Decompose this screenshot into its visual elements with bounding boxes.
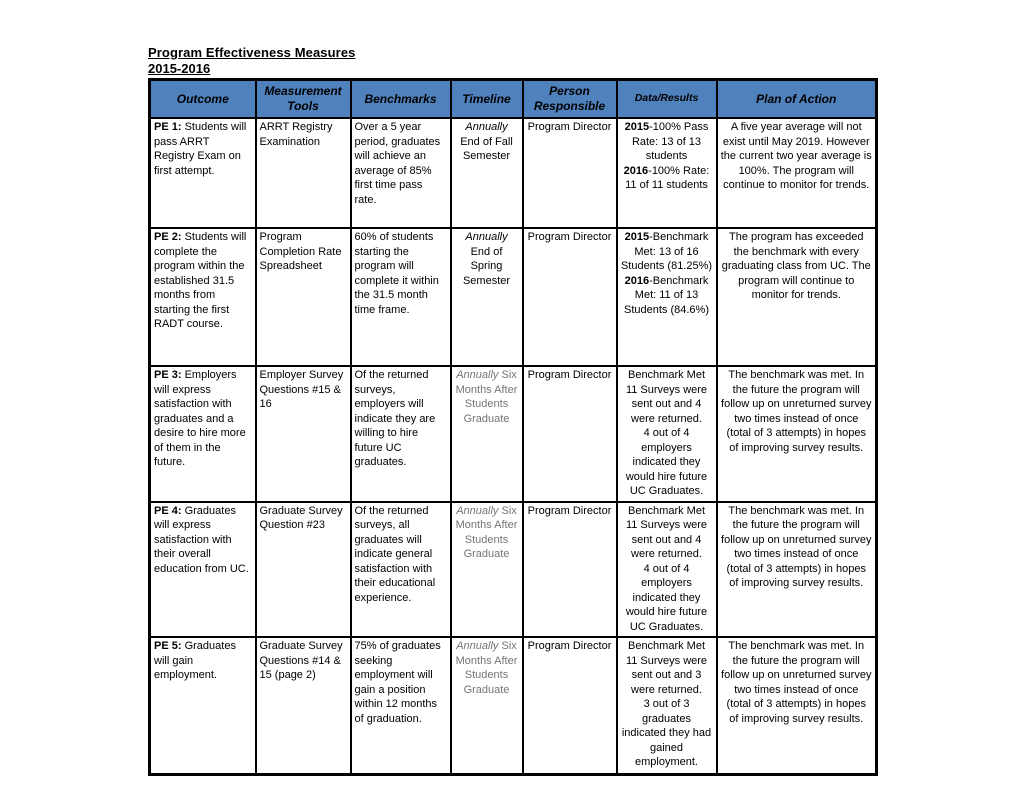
pe1-timeline-cell: [451, 118, 523, 228]
timeline-detail: End of Fall Semester: [460, 135, 513, 163]
pe3-data-cell: [617, 366, 717, 502]
data-line: Benchmark Met: [627, 640, 706, 653]
pe5-benchmarks-cell: 75% of graduates seeking employment will gain a position within 12 months of graduation.: [351, 637, 451, 774]
data-line: 11 Surveys were sent out and 4 were returned.: [625, 383, 708, 425]
pe4-outcome-cell: [150, 502, 256, 638]
timeline-detail: Six Months After Students Graduate: [455, 369, 518, 425]
pe3-timeline-cell: [451, 366, 523, 502]
timeline-frequency: Annually: [456, 640, 499, 653]
table-row-pe3: [150, 366, 877, 502]
pe3-benchmarks-cell: Of the returned surveys, employers will indicate they are willing to hire future UC graduates.: [351, 366, 451, 502]
outcome-code: PE 3:: [154, 369, 182, 381]
pe3-person-cell: Program Director: [523, 366, 617, 502]
timeline-detail: End of Spring Semester: [462, 245, 511, 287]
timeline-detail: Six Months After Students Graduate: [455, 640, 518, 696]
pe4-benchmarks-cell: Of the returned surveys, all graduates will indicate general satisfaction with their educational experience.: [351, 502, 451, 638]
col-header-person-responsible: Person Responsible: [523, 80, 617, 119]
pe1-data-cell: [617, 118, 717, 228]
pe4-plan-cell: The benchmark was met. In the future the program will follow up on unreturned survey two times instead of once (total of 3 attempts) in hopes of improving survey results.: [717, 502, 877, 638]
pe1-tools-cell: ARRT Registry Examination: [256, 118, 351, 228]
outcome-text: Employers will express satisfaction with graduates and a desire to hire more of them in the future.: [154, 369, 246, 469]
outcome-text: Students will pass ARRT Registry Exam on first attempt.: [154, 121, 247, 177]
title-block: [148, 46, 355, 77]
data-line: 11 Surveys were sent out and 4 were returned.: [625, 519, 708, 561]
table-row-pe1: [150, 118, 877, 228]
pe1-plan-cell: A five year average will not exist until May 2019. However the current two year average is 100%. The program will continue to monitor for trends.: [717, 118, 877, 228]
pe1-benchmarks-cell: Over a 5 year period, graduates will achieve an average of 85% first time pass rate.: [351, 118, 451, 228]
outcome-code: PE 4:: [154, 504, 182, 517]
pe2-benchmarks-cell: 60% of students starting the program will complete it within the 31.5 month time frame.: [351, 228, 451, 366]
col-header-measurement-tools: Measurement Tools: [256, 80, 351, 119]
pe4-person-cell: Program Director: [523, 502, 617, 638]
data-result: -100% Pass Rate: 13 of 13 students: [631, 121, 709, 163]
col-header-timeline: Timeline: [451, 80, 523, 119]
pe3-outcome-cell: [150, 366, 256, 502]
pe2-tools-cell: Program Completion Rate Spreadsheet: [256, 228, 351, 366]
data-line: Benchmark Met: [627, 504, 706, 517]
table-row-pe4: [150, 502, 877, 638]
data-year: 2016: [624, 274, 650, 287]
timeline-frequency: Annually: [465, 231, 508, 243]
pe5-timeline-cell: [451, 637, 523, 774]
pe5-data-cell: [617, 637, 717, 774]
timeline-frequency: Annually: [456, 504, 499, 517]
data-year: 2015: [624, 121, 650, 133]
pe4-timeline-cell: [451, 502, 523, 638]
page-title: Program Effectiveness Measures: [148, 45, 356, 60]
col-header-plan-of-action: Plan of Action: [717, 80, 877, 119]
data-line: 3 out of 3 graduates indicated they had gained employment.: [621, 698, 712, 769]
col-header-data-results: Data/Results: [617, 80, 717, 119]
pe5-person-cell: Program Director: [523, 637, 617, 774]
timeline-frequency: Annually: [465, 121, 508, 133]
table-row-pe5: [150, 637, 877, 774]
outcome-text: Graduates will express satisfaction with their overall education from UC.: [154, 504, 249, 575]
data-year: 2015: [624, 231, 650, 243]
pe2-timeline-cell: [451, 228, 523, 366]
data-line: 11 Surveys were sent out and 3 were returned.: [625, 654, 708, 696]
timeline-detail: Six Months After Students Graduate: [455, 504, 518, 561]
data-result: -100% Rate: 11 of 11 students: [625, 164, 710, 192]
col-header-benchmarks: Benchmarks: [351, 80, 451, 119]
pe4-tools-cell: Graduate Survey Question #23: [256, 502, 351, 638]
outcome-code: PE 5:: [154, 640, 182, 653]
data-line: Benchmark Met: [627, 369, 706, 381]
outcome-code: PE 2:: [154, 231, 182, 243]
data-year: 2016: [623, 164, 649, 177]
table-header-row: [150, 80, 877, 119]
outcome-text: Students will complete the program within the established 31.5 months from starting the first RADT course.: [154, 231, 247, 331]
pe2-person-cell: Program Director: [523, 228, 617, 366]
pe5-tools-cell: Graduate Survey Questions #14 & 15 (page 2): [256, 637, 351, 774]
pe2-outcome-cell: [150, 228, 256, 366]
data-result: -Benchmark Met: 11 of 13 Students (84.6%): [624, 274, 709, 316]
pe3-plan-cell: The benchmark was met. In the future the program will follow up on unreturned survey two times instead of once (total of 3 attempts) in hopes of improving survey results.: [717, 366, 877, 502]
program-effectiveness-table: [148, 78, 878, 776]
pe5-plan-cell: The benchmark was met. In the future the program will follow up on unreturned survey two times instead of once (total of 3 attempts) in hopes of improving survey results.: [717, 637, 877, 774]
timeline-frequency: Annually: [456, 369, 499, 381]
pe2-plan-cell: The program has exceeded the benchmark with every graduating class from UC. The program will continue to monitor for trends.: [717, 228, 877, 366]
pe5-outcome-cell: [150, 637, 256, 774]
pe1-person-cell: Program Director: [523, 118, 617, 228]
data-line: 4 out of 4 employers indicated they would hire future UC Graduates.: [625, 562, 708, 633]
data-result: -Benchmark Met: 13 of 16 Students (81.25%): [620, 231, 713, 273]
pe3-tools-cell: Employer Survey Questions #15 & 16: [256, 366, 351, 502]
outcome-text: Graduates will gain employment.: [154, 640, 236, 682]
pe1-outcome-cell: [150, 118, 256, 228]
pe2-data-cell: [617, 228, 717, 366]
data-line: 4 out of 4 employers indicated they would hire future UC Graduates.: [625, 427, 708, 498]
outcome-code: PE 1:: [154, 121, 182, 133]
col-header-outcome: Outcome: [150, 80, 256, 119]
pe4-data-cell: [617, 502, 717, 638]
table-row-pe2: [150, 228, 877, 366]
page-subtitle-year: 2015-2016: [148, 60, 211, 76]
